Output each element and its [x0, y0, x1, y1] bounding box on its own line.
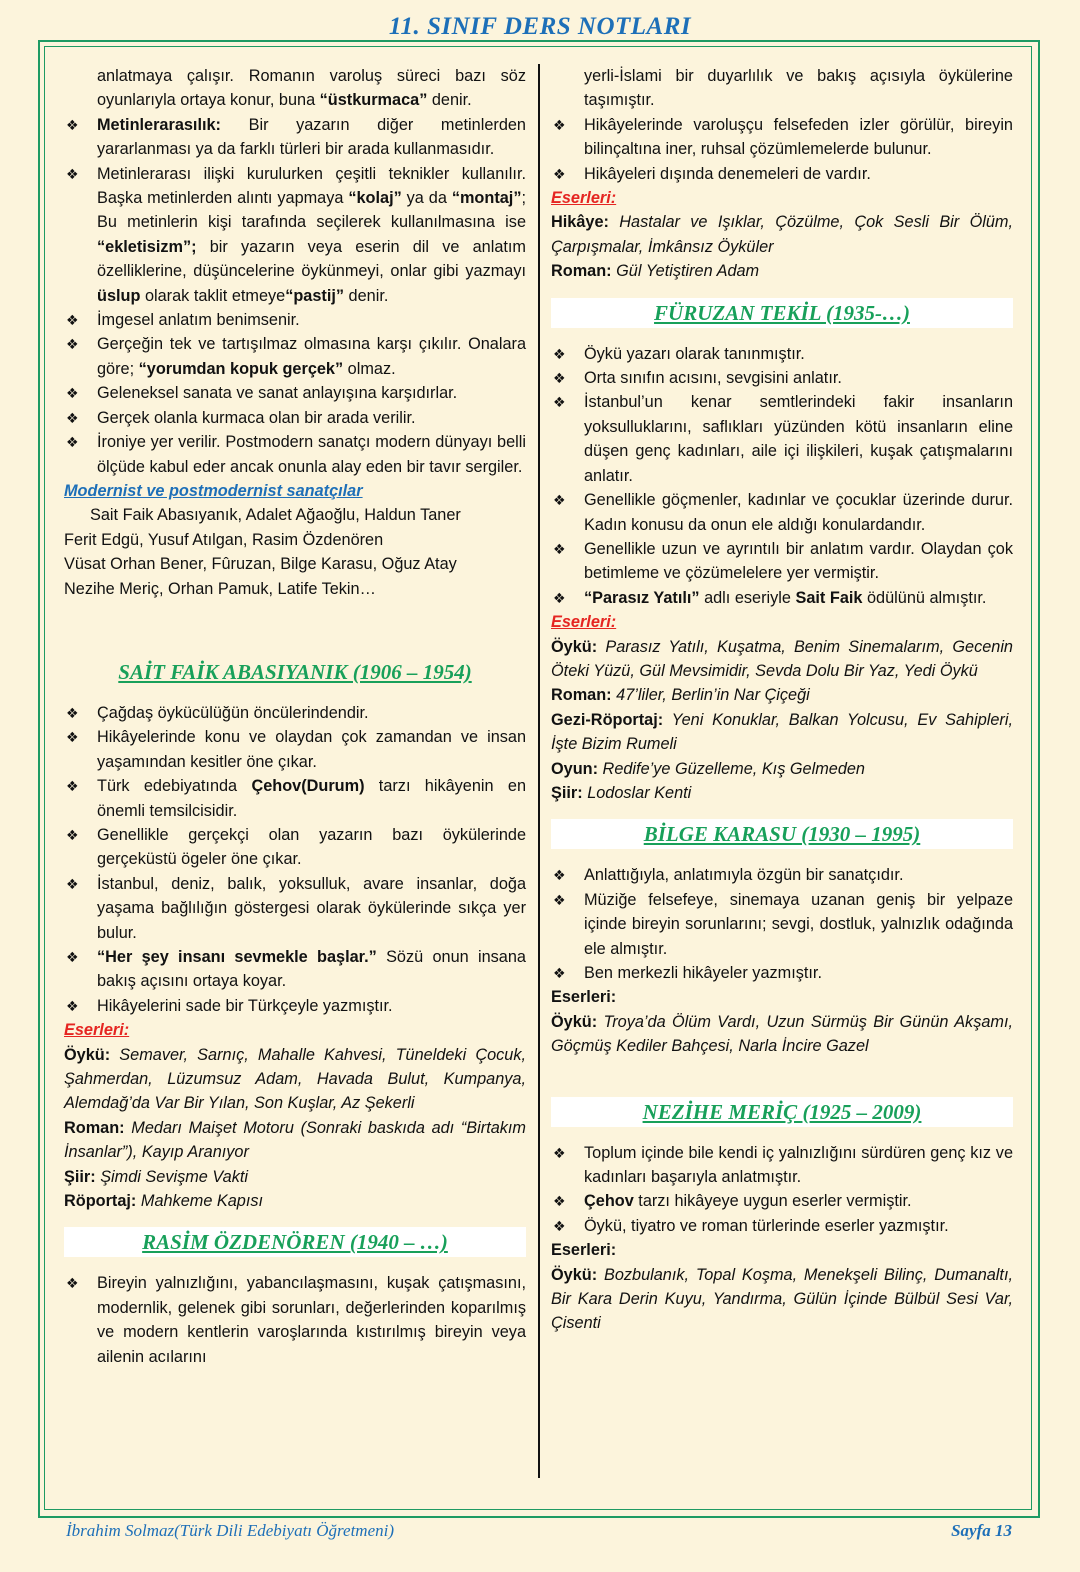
list-item: ❖ Öykü yazarı olarak tanınmıştır. [551, 342, 1013, 366]
bullet-icon: ❖ [553, 370, 566, 387]
works-entry: Hikâye: Hastalar ve Işıklar, Çözülme, Çok Sesli Bir Ölüm, Çarpışmalar, İmkânsız Öyküler [551, 213, 1013, 256]
list-item: ❖ Ben merkezli hikâyeler yazmıştır. [551, 961, 1013, 985]
works-entry: Şiir: Lodoslar Kenti [551, 783, 692, 802]
bullet-icon: ❖ [66, 312, 79, 329]
works-heading: Eserleri: [551, 189, 617, 208]
bullet-icon: ❖ [66, 875, 79, 892]
works-entry: Öykü: Semaver, Sarnıç, Mahalle Kahvesi, Tüneldeki Çocuk, Şahmerdan, Lüzumsuz Adam, Havada Bulut, Kumpanya, Alemdağ’da Var Bir Yılan, Son Kuşlar, Az Şekerli [64, 1045, 526, 1113]
list-item: ❖ Orta sınıfın acısını, sevgisini anlatır. [551, 366, 1013, 390]
list-item: ❖ Hikâyelerinde konu ve olaydan çok zamandan ve insan yaşamından kesitler öne çıkar. [64, 725, 526, 774]
list-item: ❖ “Her şey insanı sevmekle başlar.” Sözü onun insana bakış açısını ortaya koyar. [64, 945, 526, 994]
bullet-icon: ❖ [553, 116, 566, 133]
bullet-icon: ❖ [66, 704, 79, 721]
list-item: ❖ Genellikle göçmenler, kadınlar ve çocuklar üzerinde durur. Kadın konusu da onun ele aldığı konulardandır. [551, 488, 1013, 537]
bullet-icon: ❖ [553, 345, 566, 362]
list-item: yerli-İslami bir duyarlılık ve bakış açısıyla öykülerine taşımıştır. [584, 67, 1013, 110]
bullet-icon: ❖ [553, 1217, 566, 1234]
list-item: ❖ Metinlerarasılık: Bir yazarın diğer metinlerden yararlanması ya da farklı türleri bir arada kullanmasıdır. [64, 113, 526, 162]
list-item: ❖ Genellikle uzun ve ayrıntılı bir anlatım vardır. Olaydan çok betimleme ve çözümelelere yer vermiştir. [551, 537, 1013, 586]
bullet-icon: ❖ [553, 867, 566, 884]
list-item: ❖ Müziğe felsefeye, sinemaya uzanan geniş bir yelpaze içinde bireyin sorunlarını; sevgi, dostluk, yalnızlık odağında ele almıştır. [551, 888, 1013, 961]
bullet-icon: ❖ [66, 949, 79, 965]
works-entry: Roman: Gül Yetiştiren Adam [551, 262, 760, 281]
list-item: ❖ Hikâyelerini sade bir Türkçeyle yazmıştır. [64, 994, 526, 1018]
bullet-icon: ❖ [66, 1275, 79, 1292]
bullet-icon: ❖ [66, 729, 79, 746]
left-column [64, 64, 526, 1369]
list-item: ❖ Çehov tarzı hikâyeye uygun eserler vermiştir. [551, 1189, 1013, 1213]
list-item: ❖ İmgesel anlatım benimsenir. [64, 308, 526, 332]
list-item: ❖ Genellikle gerçekçi olan yazarın bazı öykülerinde gerçeküstü ögeler öne çıkar. [64, 823, 526, 872]
section-title-furuzan: FÜRUZAN TEKİL (1935-…) [551, 298, 1013, 328]
list-item: ❖ Bireyin yalnızlığını, yabancılaşmasını, kuşak çatışmasını, modernlik, gelenek gibi sorunları, değerlerinden koparılmış ve modern kentlerin varoşlarında kıstırılmış bireyin veya ailenin acılarını [64, 1271, 526, 1369]
works-entry: Röportaj: Mahkeme Kapısı [64, 1192, 264, 1211]
footer-author: İbrahim Solmaz(Türk Dili Edebiyatı Öğretmeni) [66, 1521, 394, 1540]
bullet-icon: ❖ [66, 997, 79, 1014]
list-item: ❖ Hikâyeleri dışında denemeleri de vardır. [551, 162, 1013, 186]
bullet-icon: ❖ [66, 434, 79, 451]
modernist-line: Sait Faik Abasıyanık, Adalet Ağaoğlu, Haldun Taner [90, 506, 461, 525]
list-item: ❖ Hikâyelerinde varoluşçu felsefeden izler görülür, bireyin bilinçaltına iner, ruhsal çözümlemelerde bulunur. [551, 113, 1013, 162]
list-item: ❖ İstanbul, deniz, balık, yoksulluk, avare insanlar, doğa yaşama bağlılığın göstergesi olarak öykülerinde sıkça yer bulur. [64, 872, 526, 945]
works-entry: Gezi-Röportaj: Yeni Konuklar, Balkan Yolcusu, Ev Sahipleri, İşte Bizim Rumeli [551, 710, 1013, 754]
list-item: ❖ Geleneksel sanata ve sanat anlayışına karşıdırlar. [64, 381, 526, 405]
list-item: ❖ Gerçeğin tek ve tartışılmaz olmasına karşı çıkılır. Onalara göre; “yorumdan kopuk gerçek” olmaz. [64, 332, 526, 381]
bullet-icon: ❖ [66, 826, 79, 843]
works-entry: Öykü: Troya’da Ölüm Vardı, Uzun Sürmüş Bir Günün Akşamı, Göçmüş Kediler Bahçesi, Narla İncire Gazel [551, 1012, 1013, 1056]
section-title-sait-faik: SAİT FAİK ABASIYANIK (1906 – 1954) [118, 659, 472, 684]
modernist-heading: Modernist ve postmodernist sanatçılar [64, 481, 363, 500]
footer-page-number: Sayfa 13 [951, 1521, 1012, 1540]
modernist-line: Ferit Edgü, Yusuf Atılgan, Rasim Özdenören [64, 530, 384, 549]
list-item: anlatmaya çalışır. Romanın varoluş süreci bazı söz oyunlarıyla ortaya konur, buna “üstkurmaca” denir. [97, 67, 526, 110]
bullet-icon: ❖ [66, 165, 79, 182]
bullet-icon: ❖ [66, 409, 79, 426]
list-item: ❖ Gerçek olanla kurmaca olan bir arada verilir. [64, 406, 526, 430]
bullet-icon: ❖ [553, 492, 566, 509]
works-heading: Eserleri: [551, 1241, 617, 1260]
bullet-icon: ❖ [66, 116, 79, 133]
works-entry: Öykü: Bozbulanık, Topal Koşma, Menekşeli Bilinç, Dumanaltı, Bir Kara Derin Kuyu, Yandırma, Gülün İçinde Bülbül Sesi Var, Çisenti [551, 1265, 1013, 1333]
bullet-icon: ❖ [553, 165, 566, 182]
list-item: ❖ Metinlerarası ilişki kurulurken çeşitli teknikler kullanılır. Başka metinlerden alıntı yapmaya “kolaj” ya da “montaj”; Bu metinlerin kişi tarafında seçilerek kullanılmasına ise “ekletisizm”; bir yazarın veya eserin dil ve anlatım özelliklerine, düşüncelerine öykünmeyi, onlar gibi yazmayı üslup olarak taklit etmeye“pastij” denir. [64, 162, 526, 308]
list-item: ❖ Anlattığıyla, anlatımıyla özgün bir sanatçıdır. [551, 863, 1013, 887]
bullet-icon: ❖ [553, 1193, 566, 1210]
bullet-icon: ❖ [553, 589, 566, 606]
modernist-line: Nezihe Meriç, Orhan Pamuk, Latife Tekin… [64, 579, 376, 598]
list-item: ❖ İroniye yer verilir. Postmodern sanatçı modern dünyayı belli ölçüde kabul eder ancak onunla alay eden bir tavır sergiler. [64, 430, 526, 479]
list-item: ❖ Öykü, tiyatro ve roman türlerinde eserler yazmıştır. [551, 1214, 1013, 1238]
list-item: ❖ İstanbul’un kenar semtlerindeki fakir insanların yoksulluklarını, saflıkları yüzünden kötü insanların eline düşen genç kadınları, aile içi ilişkileri, kuşak çatışmalarını anlatır. [551, 390, 1013, 488]
bullet-icon: ❖ [66, 778, 79, 795]
bullet-icon: ❖ [553, 891, 566, 908]
bullet-icon: ❖ [553, 965, 566, 981]
page-header-title: 11. SINIF DERS NOTLARI [388, 13, 692, 40]
works-heading: Eserleri: [551, 988, 617, 1007]
column-divider [538, 64, 540, 1478]
works-entry: Roman: Medarı Maişet Motoru (Sonraki baskıda adı “Birtakım İnsanlar”), Kayıp Aranıyor [64, 1118, 526, 1162]
works-heading: Eserleri: [64, 1021, 130, 1040]
works-heading: Eserleri: [551, 613, 617, 632]
bullet-icon: ❖ [553, 1144, 566, 1161]
list-item: ❖ Toplum içinde bile kendi iç yalnızlığını sürdüren genç kız ve kadınları başarıyla anlatmıştır. [551, 1141, 1013, 1190]
section-title-bilge: BİLGE KARASU (1930 – 1995) [551, 819, 1013, 849]
section-title-rasim: RASİM ÖZDENÖREN (1940 – …) [64, 1227, 526, 1257]
list-item: ❖ Türk edebiyatında Çehov(Durum) tarzı hikâyenin en önemli temsilcisidir. [64, 774, 526, 823]
list-item: ❖ Çağdaş öykücülüğün öncülerindendir. [64, 701, 526, 725]
bullet-icon: ❖ [66, 336, 79, 353]
list-item: ❖ “Parasız Yatılı” adlı eseriyle Sait Faik ödülünü almıştır. [551, 586, 1013, 610]
bullet-icon: ❖ [553, 540, 566, 557]
works-entry: Öykü: Parasız Yatılı, Kuşatma, Benim Sinemalarım, Gecenin Öteki Yüzü, Gül Mevsimidir, Sevda Dolu Bir Yaz, Yedi Öykü [551, 637, 1013, 680]
bullet-icon: ❖ [553, 394, 566, 411]
modernist-line: Vüsat Orhan Bener, Fûruzan, Bilge Karasu, Oğuz Atay [64, 555, 457, 574]
works-entry: Şiir: Şimdi Sevişme Vakti [64, 1167, 248, 1186]
section-title-nezihe: NEZİHE MERİÇ (1925 – 2009) [551, 1097, 1013, 1127]
right-column [551, 64, 1013, 1336]
works-entry: Roman: 47’liler, Berlin’in Nar Çiçeği [551, 686, 810, 705]
works-entry: Oyun: Redife’ye Güzelleme, Kış Gelmeden [551, 759, 865, 778]
bullet-icon: ❖ [66, 385, 79, 402]
